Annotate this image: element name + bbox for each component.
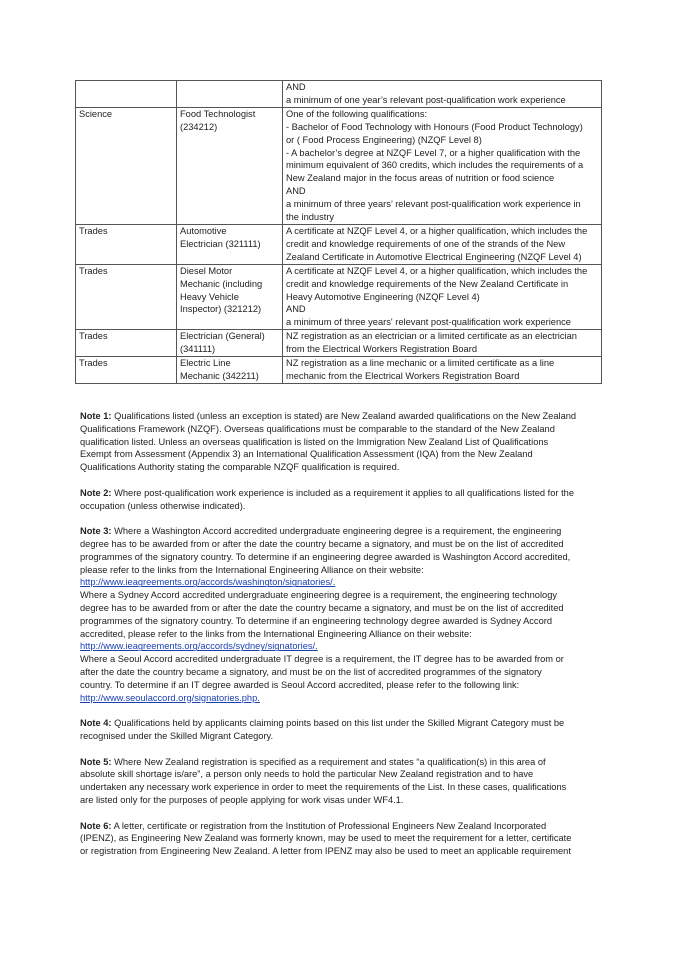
table-row [76,224,602,264]
field-cell [76,357,177,384]
occupation-text: (234212) [180,121,218,132]
note-text: Where New Zealand registration is specified as a requirement and states “a qualification(s) in this area of [111,756,546,767]
requirement-text: from the Electrical Workers Registration Board [286,344,477,355]
occupation-text: Food Technologist [180,108,256,119]
requirement-text: a minimum of three years’ relevant post-qualification work experience in [286,199,581,210]
note-text-line: please refer to the links from the International Engineering Alliance on their website: [80,564,424,575]
requirement-text: One of the following qualifications: [286,108,428,119]
note-text-line: after the date the country became a signatory, and must be on the list of accredited programmes of the signatory [80,666,542,677]
requirement-text: Zealand Certificate in Automotive Electrical Engineering (NZQF Level 4) [286,251,582,262]
requirement-text: AND [286,304,306,315]
field-cell [76,81,177,108]
occupation-text: Electrician (321111) [180,238,261,249]
note-text-line: qualification listed. Unless an overseas qualification is listed on the Immigration New Zealand List of Qualifications [80,436,549,447]
note-text-line: programmes of the signatory country. To determine if an engineering technology degree awarded is Sydney Accord [80,615,553,626]
occupation-cell [177,357,283,384]
note-text-line: occupation (unless otherwise indicated). [80,500,246,511]
occupation-cell [177,264,283,330]
occupation-text: Inspector) (321212) [180,304,262,315]
field-cell [76,107,177,224]
occupation-text: Automotive [180,225,227,236]
note-text-line: absolute skill shortage is/are”, a person only needs to hold the particular New Zealand registration and to have [80,769,534,780]
occupation-text: Diesel Motor [180,265,233,276]
note-text-line: Exempt from Assessment (Appendix 3) an International Qualification Assessment (IQA) from the New Zealand [80,449,533,460]
note-text: Qualifications held by applicants claiming points based on this list under the Skilled Migrant Category must be [111,718,565,729]
field-cell [76,264,177,330]
note-paragraph [80,525,620,704]
note-label: Note 1: [80,411,112,421]
field-text: Trades [79,331,108,342]
occupation-text: (341111) [180,344,216,355]
field-cell [76,330,177,357]
note-paragraph [80,487,620,513]
occupation-cell [177,224,283,264]
qualifications-table-body [76,81,602,384]
requirement-text: the industry [286,212,335,223]
requirement-text: a minimum of three years' relevant post-qualification work experience [286,317,571,328]
note-text-line: degree has to be awarded from or after the date the country became a signatory, and must be on the list of accredited [80,538,564,549]
note-text-line: (IPENZ), as Engineering New Zealand was formerly known, may be used to meet the requirement for a letter, certificate [80,833,572,844]
note-label: Note 6: [80,820,112,831]
field-text: Trades [79,358,108,369]
note-text-line: Where a Sydney Accord accredited undergraduate engineering degree is a requirement, the engineering technology [80,590,558,601]
reference-link[interactable]: http://www.seoulaccord.org/signatories.php. [80,692,260,703]
note-text-line: degree has to be awarded from or after the date the country became a signatory, and must be on the list of accredited [80,602,564,613]
note-text: A letter, certificate or registration from the Institution of Professional Engineers New Zealand Incorporated [111,820,547,831]
notes-section [80,410,620,871]
requirement-text: or ( Food Process Engineering) (NZQF Level 8) [286,134,482,145]
requirements-cell [283,224,602,264]
occupation-text: Mechanic (including [180,278,263,289]
requirement-text: NZ registration as an electrician or a limited certificate as an electrician [286,331,577,342]
field-text: Trades [79,225,108,236]
occupation-text: Mechanic (342211) [180,370,259,381]
occupation-cell [177,107,283,224]
note-paragraph [80,717,620,743]
occupation-text: Electrician (General) [180,331,265,342]
requirement-text: AND [286,186,306,197]
field-cell [76,224,177,264]
table-row [76,330,602,357]
qualifications-table [75,80,602,384]
note-text-line: or registration from Engineering New Zealand. A letter from IPENZ may also be used to meet an applicable requirement [80,846,571,857]
reference-link[interactable]: http://www.ieagreements.org/accords/sydney/signatories/. [80,641,318,652]
note-text: Where a Washington Accord accredited undergraduate engineering degree is a requirement, the engineering [111,526,562,537]
requirements-cell [283,107,602,224]
field-text: Trades [79,265,108,276]
note-text: Where post-qualification work experience is included as a requirement it applies to all qualifications listed for the [111,487,575,498]
note-first-line [80,410,620,423]
note-text-line: programmes of the signatory country. To determine if an engineering degree awarded is Washington Accord accredited, [80,551,571,562]
note-paragraph [80,410,620,474]
requirement-text: minimum equivalent of 360 credits, which includes the requirements of a [286,160,584,171]
note-text-line: undertaken any necessary work experience in order to meet the requirements of the List. In these cases, qualifications [80,782,567,793]
occupation-cell [177,330,283,357]
note-first-line [80,525,620,538]
note-text-line: are listed only for the purposes of people applying for work visas under WF4.1. [80,794,404,805]
requirement-text: - A bachelor’s degree at NZQF Level 7, or a higher qualification with the [286,147,581,158]
occupation-text: Electric Line [180,358,231,369]
requirement-text: credit and knowledge requirements of one of the strands of the New [286,238,566,249]
note-text-line: Where a Seoul Accord accredited undergraduate IT degree is a requirement, the IT degree has to be awarded from or [80,654,564,665]
note-text-line: Qualifications Framework (NZQF). Overseas qualifications must be comparable to the standard of the New Zealand [80,423,555,434]
note-first-line [80,717,620,730]
table-row [76,264,602,330]
note-text-line: recognised under the Skilled Migrant Category. [80,730,274,741]
note-label: Note 2: [80,487,112,498]
note-text-line: Qualifications Authority stating the comparable NZQF qualification is required. [80,462,400,473]
note-label: Note 3: [80,526,112,537]
occupation-text: Heavy Vehicle [180,291,239,302]
requirement-text: A certificate at NZQF Level 4, or a higher qualification, which includes the [286,265,588,276]
note-paragraph [80,820,620,858]
note-label: Note 4: [80,718,112,729]
note-paragraph [80,756,620,807]
requirements-cell [283,264,602,330]
note-first-line [80,820,620,833]
requirement-text: NZ registration as a line mechanic or a limited certificate as a line [286,358,555,369]
requirements-cell [283,357,602,384]
field-text: Science [79,108,113,119]
requirement-text: mechanic from the Electrical Workers Registration Board [286,370,520,381]
reference-link[interactable]: http://www.ieagreements.org/accords/washington/signatories/. [80,577,336,588]
table-row [76,357,602,384]
note-first-line [80,487,620,500]
requirement-text: A certificate at NZQF Level 4, or a higher qualification, which includes the [286,225,588,236]
table-row [76,81,602,108]
table-row [76,107,602,224]
requirement-text: AND [286,82,306,92]
requirement-text: Heavy Automotive Engineering (NZQF Level 4) [286,291,480,302]
requirement-text: New Zealand major in the focus areas of nutrition or food science [286,173,555,184]
note-first-line [80,756,620,769]
requirement-text: - Bachelor of Food Technology with Honours (Food Product Technology) [286,121,583,132]
requirement-text: a minimum of one year’s relevant post-qualification work experience [286,94,566,105]
occupation-cell [177,81,283,108]
requirement-text: credit and knowledge requirements of the New Zealand Certificate in [286,278,569,289]
note-text: Qualifications listed (unless an exception is stated) are New Zealand awarded qualifications on the New Zealand [111,411,577,421]
note-label: Note 5: [80,756,112,767]
note-text-line: country. To determine if an IT degree awarded is Seoul Accord accredited, please refer to the following link: [80,679,520,690]
requirements-cell [283,81,602,108]
note-text-line: accredited, please refer to the links from the International Engineering Alliance on their website: [80,628,472,639]
requirements-cell [283,330,602,357]
